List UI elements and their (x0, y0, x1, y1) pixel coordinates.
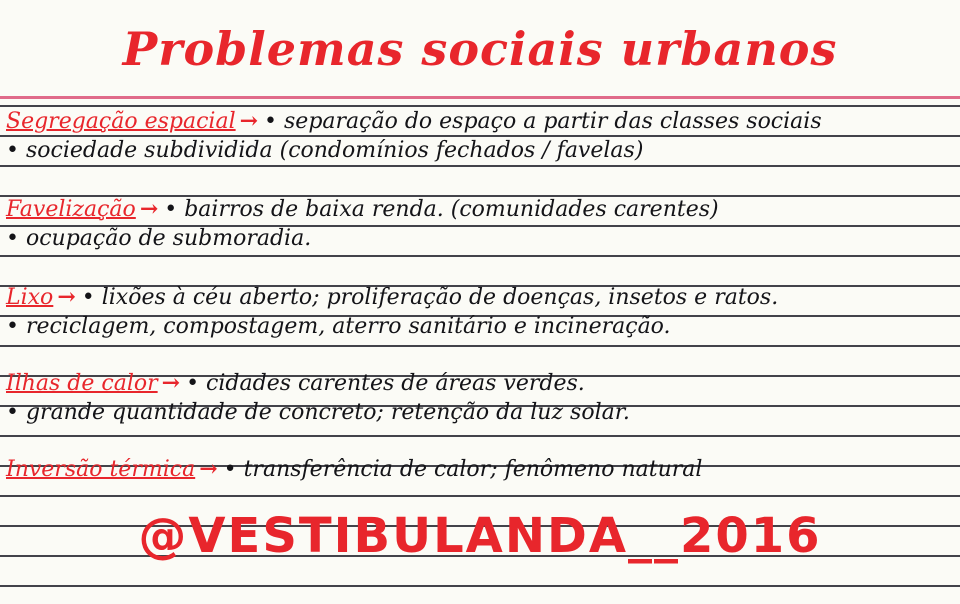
section-ilhas-de-calor (6, 370, 585, 396)
note-line: • ocupação de submoradia. (6, 226, 312, 251)
term-inversao-termica: Inversão térmica (6, 457, 196, 482)
section-favelizacao (6, 196, 719, 222)
arrow-icon: → (199, 456, 218, 482)
page-title: Problemas sociais urbanos (122, 22, 838, 76)
note-line: • transferência de calor; fenômeno natural (223, 457, 703, 482)
section-segregacao (6, 108, 822, 134)
section-inversao-termica (6, 456, 702, 482)
note-line: • reciclagem, compostagem, aterro sanitário e incineração. (6, 314, 671, 339)
author-signature: @VESTIBULANDA__2016 (138, 508, 822, 564)
note-line: • cidades carentes de áreas verdes. (186, 371, 585, 396)
term-lixo: Lixo (6, 285, 54, 310)
note-line: • grande quantidade de concreto; retenção da luz solar. (6, 400, 630, 425)
term-favelizacao: Favelização (6, 197, 136, 222)
arrow-icon: → (161, 370, 181, 396)
term-segregacao: Segregação espacial (6, 109, 236, 134)
arrow-icon: → (57, 284, 76, 310)
note-line: • separação do espaço a partir das classes sociais (264, 109, 822, 134)
term-ilhas-de-calor: Ilhas de calor (6, 371, 158, 396)
note-line: • sociedade subdividida (condomínios fechados / favelas) (6, 138, 644, 163)
header-margin-line (0, 96, 960, 99)
section-lixo (6, 284, 778, 310)
arrow-icon: → (139, 196, 159, 222)
note-line: • bairros de baixa renda. (comunidades carentes) (164, 197, 719, 222)
note-line: • lixões à céu aberto; proliferação de doenças, insetos e ratos. (81, 285, 779, 310)
arrow-icon: → (239, 108, 259, 134)
